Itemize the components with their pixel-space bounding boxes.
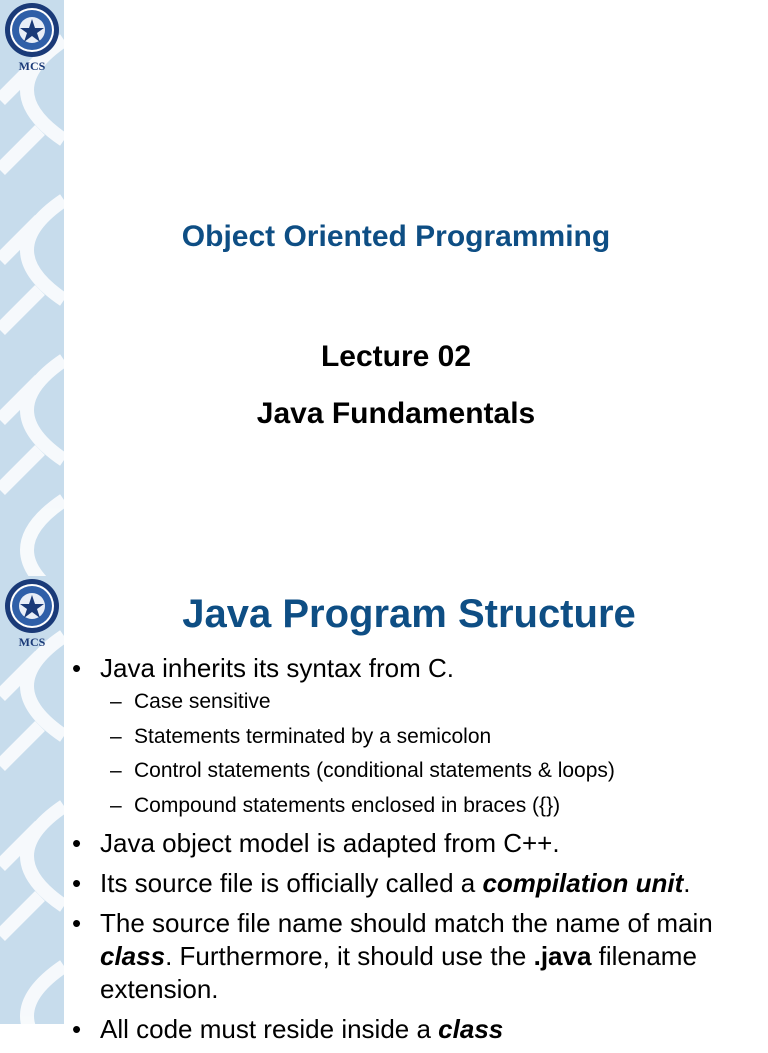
file-extension: .java xyxy=(533,941,592,971)
bullet-item xyxy=(70,907,750,1006)
bullet-item xyxy=(70,652,750,819)
sub-bullet-text: Compound statements enclosed in braces ({}) xyxy=(134,793,561,817)
bullet-emphasis: class xyxy=(438,1014,504,1044)
bullet-text-end: filename extension. xyxy=(100,941,697,1004)
university-seal-icon xyxy=(4,2,60,58)
bullet-text: Java inherits its syntax from C. xyxy=(100,653,454,683)
sub-bullet-item xyxy=(100,793,750,819)
university-seal-icon xyxy=(4,578,60,634)
sub-bullet-item xyxy=(100,724,750,750)
sub-bullet-item xyxy=(100,689,750,715)
sub-bullet-marker: – xyxy=(110,793,122,817)
decorative-side-band xyxy=(0,0,64,576)
bullet-emphasis: class xyxy=(100,941,166,971)
bullet-marker: • xyxy=(72,1014,82,1044)
slide-title: Java Program Structure xyxy=(182,592,636,636)
bullet-list xyxy=(70,652,750,1053)
bullet-emphasis: compilation unit xyxy=(482,868,684,898)
logo-text: MCS xyxy=(18,635,46,649)
bullet-text: All code must reside inside a xyxy=(100,1014,439,1044)
bullet-marker: • xyxy=(72,868,82,898)
sub-bullet-list xyxy=(100,689,750,819)
university-logo xyxy=(2,578,62,650)
sub-bullet-text: Control statements (conditional statements & loops) xyxy=(134,759,615,782)
bullet-marker: • xyxy=(72,908,82,938)
bullet-marker: • xyxy=(72,653,82,683)
sub-bullet-item xyxy=(100,758,750,784)
bullet-marker: • xyxy=(72,828,82,858)
logo-text: MCS xyxy=(18,59,46,73)
bullet-item xyxy=(70,827,750,860)
sub-bullet-marker: – xyxy=(110,724,122,748)
course-title: Object Oriented Programming xyxy=(181,220,611,253)
sub-bullet-marker: – xyxy=(110,690,122,713)
content-slide xyxy=(0,576,768,1044)
sub-bullet-text: Case sensitive xyxy=(134,690,271,713)
lecture-subtitle: Java Fundamentals xyxy=(256,397,536,430)
bullet-item xyxy=(70,1013,750,1046)
bullet-text: Java object model is adapted from C++. xyxy=(100,828,560,858)
bullet-text: The source file name should match the name of main xyxy=(100,908,713,938)
bullet-text-mid: . Furthermore, it should use the xyxy=(165,941,534,971)
bullet-text-end: . xyxy=(683,868,691,898)
sub-bullet-marker: – xyxy=(110,759,122,782)
bullet-text: Its source file is officially called a xyxy=(100,868,483,898)
bullet-item xyxy=(70,867,750,900)
university-logo xyxy=(2,2,62,74)
lecture-number: Lecture 02 xyxy=(320,340,472,373)
sub-bullet-text: Statements terminated by a semicolon xyxy=(134,724,492,748)
